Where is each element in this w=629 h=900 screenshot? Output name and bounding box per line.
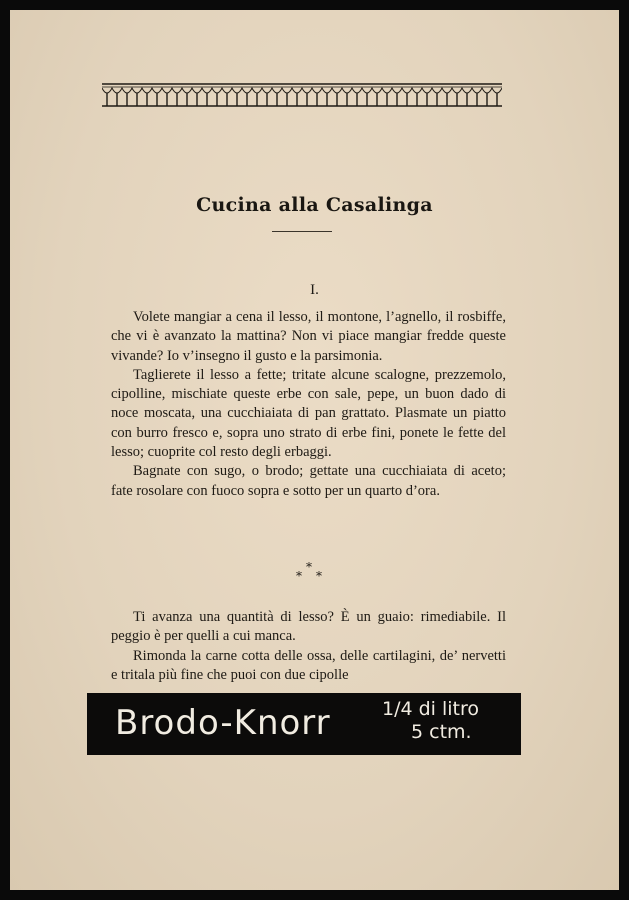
advertisement-banner [87,693,521,755]
page-title: Cucina alla Casalinga [196,194,433,216]
decorative-border-ornament [102,82,502,108]
paragraph: Taglierete il lesso a fette; tritate alcune scalogne, prezzemolo, cipolline, mischiate queste erbe con sale, pepe, un buon dado di noce moscata, una cucchiaiata di pan grattato. Plasmate un piatto con burro fresco e, sopra uno strato di erbe fini, ponete le fette del lesso; cuoprite col resto degli erbaggi. [111,366,506,461]
paragraph: Rimonda la carne cotta delle ossa, delle cartilagini, de’ nervetti e tritala più fine che puoi con due cipolle [111,647,506,683]
paragraph: Ti avanza una quantità di lesso? È un guaio: rimediabile. Il peggio è per quelli a cui manca. [111,609,506,645]
title-rule [272,231,332,232]
asterism-divider [10,558,619,588]
section-two-text [111,608,506,685]
asterism-star: * [296,569,302,583]
ad-quantity: 1/4 di litro [382,698,480,720]
paragraph: Volete mangiar a cena il lesso, il montone, l’agnello, il rosbiffe, che vi è avanzato la mattina? Non vi piace mangiar fredde queste vivande? Io v’insegno il gusto e la parsimonia. [111,309,506,364]
asterism-star: * [306,560,312,574]
asterism-star: * [316,569,322,583]
section-one-text [111,308,506,501]
ad-price: 5 ctm. [411,721,472,743]
paragraph: Bagnate con sugo, o brodo; gettate una cucchiaiata di aceto; fate rosolare con fuoco sopra e sotto per un quarto d’ora. [111,463,506,499]
book-page [10,10,619,890]
ad-brand-name: Brodo-Knorr [115,703,331,743]
section-numeral: I. [310,282,319,298]
